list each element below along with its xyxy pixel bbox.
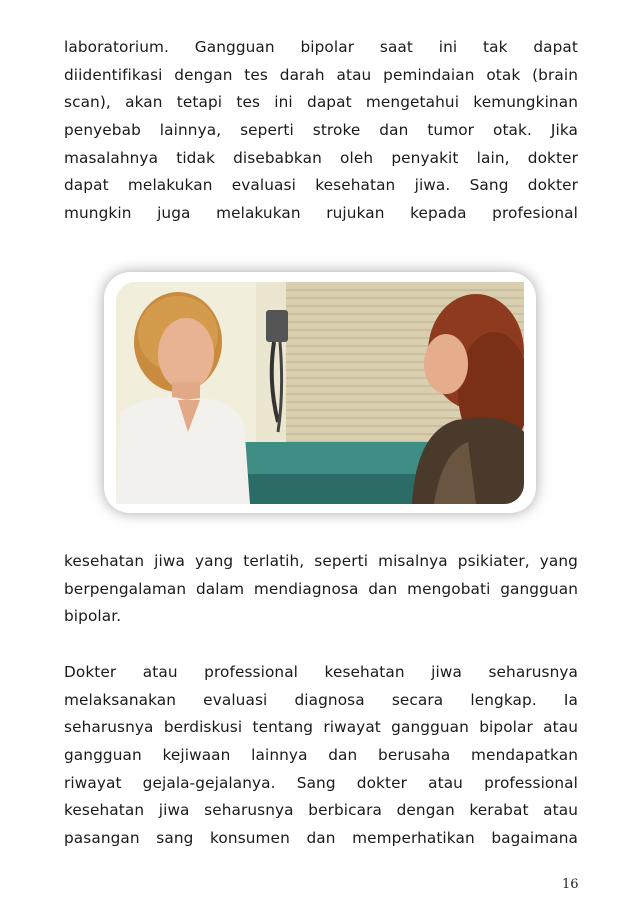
text-line: pasangan sang konsumen dan memperhatikan bagaimana (64, 829, 578, 848)
text-line: laboratorium. Gangguan bipolar saat ini tak dapat (64, 38, 578, 56)
photo-image (116, 282, 524, 504)
text-line: diidentifikasi dengan tes darah atau pemindaian otak (brain (64, 65, 578, 84)
text-line: dapat melakukan evaluasi kesehatan jiwa. Sang dokter (64, 176, 578, 195)
text-line: mungkin juga melakukan rujukan kepada profesional (64, 204, 578, 223)
text-line: kesehatan jiwa seharusnya berbicara dengan kerabat atau (64, 801, 578, 820)
text-line: scan), akan tetapi tes ini dapat mengetahui kemungkinan (64, 93, 578, 112)
paragraph-top (64, 34, 578, 228)
text-line: melaksanakan evaluasi diagnosa secara lengkap. Ia (64, 690, 578, 709)
text-line: seharusnya berdiskusi tentang riwayat gangguan bipolar atau (64, 718, 578, 737)
consultation-photo (104, 272, 536, 513)
text-line: masalahnya tidak disebabkan oleh penyakit lain, dokter (64, 148, 578, 167)
paragraph-middle (64, 548, 578, 631)
text-line: bipolar. (64, 607, 122, 626)
page-number: 16 (562, 877, 579, 892)
text-line: kesehatan jiwa yang terlatih, seperti misalnya psikiater, yang (64, 552, 578, 570)
text-line: gangguan kejiwaan lainnya dan berusaha mendapatkan (64, 746, 578, 765)
text-line: berpengalaman dalam mendiagnosa dan mengobati gangguan (64, 579, 578, 598)
text-line: riwayat gejala-gejalanya. Sang dokter atau professional (64, 773, 578, 792)
text-line: penyebab lainnya, seperti stroke dan tumor otak. Jika (64, 121, 578, 140)
text-line: Dokter atau professional kesehatan jiwa seharusnya (64, 663, 578, 681)
paragraph-bottom (64, 659, 578, 853)
